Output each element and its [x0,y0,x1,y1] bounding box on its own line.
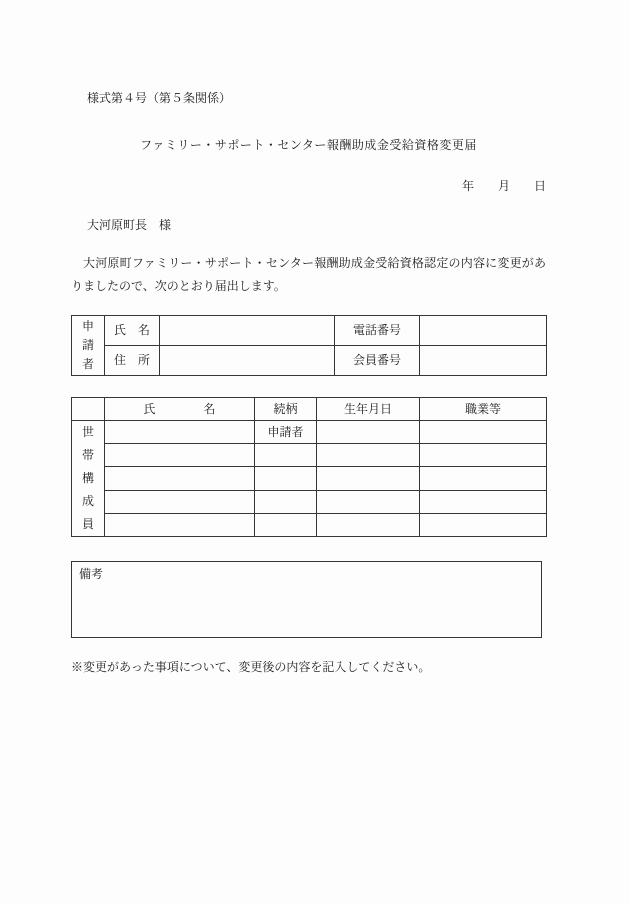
applicant-row-name [72,316,547,346]
remarks-box [71,561,542,638]
household-row [72,444,547,467]
household-group-label-text [72,421,104,536]
applicant-group-label [72,316,105,376]
applicant-group-label-text [72,317,104,375]
phone-field-label: 電話番号 [335,316,420,346]
member-birthdate-cell [317,467,420,490]
vlabel-char: 者 [81,357,94,372]
household-header-corner-cell [72,398,105,421]
member-relation-cell [255,513,317,536]
member-name-cell [105,490,255,513]
member-birthdate-cell [317,421,420,444]
household-row [72,467,547,490]
member-name-cell [105,444,255,467]
body-paragraph: 大河原町ファミリー・サポート・センター報酬助成金受給資格認定の内容に変更がありましたので、次のとおり届出します。 [71,256,546,293]
member-relation-cell [255,444,317,467]
member-number-field-value-cell [420,346,547,376]
member-occupation-cell [420,513,547,536]
member-number-field-label: 会員番号 [335,346,420,376]
member-occupation-cell [420,421,547,444]
phone-field-value-cell [420,316,547,346]
remarks-label: 備考 [79,567,104,581]
page-content [71,0,546,676]
addressee-line: 大河原町長 様 [87,218,172,232]
address-field-value-cell [160,346,335,376]
member-name-cell [105,513,255,536]
member-occupation-cell [420,490,547,513]
household-row [72,421,547,444]
household-header-row [72,398,547,421]
vlabel-char: 員 [81,517,94,531]
address-field-label: 住 所 [105,346,160,376]
member-birthdate-cell [317,513,420,536]
vlabel-char: 世 [81,425,94,439]
applicant-table [71,315,547,376]
member-birthdate-cell [317,490,420,513]
member-occupation-cell [420,467,547,490]
vlabel-char: 申 [81,318,94,333]
household-row [72,513,547,536]
member-name-cell [105,421,255,444]
member-name-cell [105,467,255,490]
vlabel-char: 構 [81,471,94,485]
applicant-row-address [72,346,547,376]
household-group-label [72,421,105,537]
header-name: 氏 名 [105,398,255,421]
name-field-value-cell [160,316,335,346]
vlabel-char: 請 [81,337,94,352]
household-members-table [71,397,547,537]
member-relation-cell [255,490,317,513]
vlabel-char: 帯 [81,448,94,462]
header-occupation: 職業等 [420,398,547,421]
member-relation-cell: 申請者 [255,421,317,444]
document-title: ファミリー・サポート・センター報酬助成金受給資格変更届 [140,138,477,152]
header-relation: 続柄 [255,398,317,421]
footnote: ※変更があった事項について、変更後の内容を記入してください。 [71,660,431,674]
name-field-label: 氏 名 [105,316,160,346]
header-birthdate: 生年月日 [317,398,420,421]
form-number: 様式第４号（第５条関係） [87,91,232,105]
vlabel-char: 成 [81,494,94,508]
member-birthdate-cell [317,444,420,467]
date-line: 年 月 日 [461,179,546,193]
household-row [72,490,547,513]
member-occupation-cell [420,444,547,467]
member-relation-cell [255,467,317,490]
